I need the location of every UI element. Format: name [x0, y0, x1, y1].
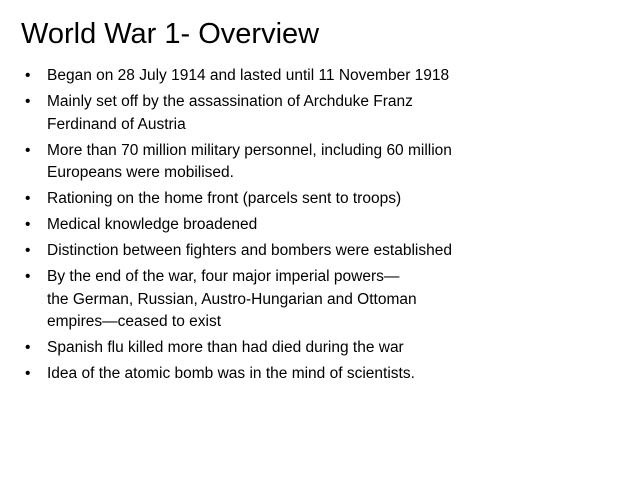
bullet-dot-icon: •	[25, 190, 31, 207]
bullet-text: Medical knowledge broadened	[47, 216, 258, 233]
bullet-item	[20, 214, 620, 237]
bullet-item	[20, 337, 620, 360]
bullet-text: Rationing on the home front (parcels sent to troops)	[47, 190, 402, 207]
bullet-text: Distinction between fighters and bombers were established	[47, 242, 452, 259]
bullet-text: By the end of the war, four major imperial powers— the German, Russian, Austro-Hungarian and Ottoman empires—ceased to exist	[47, 268, 417, 330]
slide-title: World War 1- Overview	[21, 18, 320, 50]
bullet-item	[20, 91, 620, 136]
bullet-dot-icon: •	[25, 268, 31, 285]
bullet-item	[20, 240, 620, 263]
bullet-dot-icon: •	[25, 339, 31, 356]
bullet-item	[20, 266, 620, 334]
bullet-list	[20, 65, 620, 389]
bullet-dot-icon: •	[25, 242, 31, 259]
bullet-dot-icon: •	[25, 365, 31, 382]
bullet-item	[20, 140, 620, 185]
bullet-item	[20, 363, 620, 386]
bullet-dot-icon: •	[25, 93, 31, 110]
bullet-dot-icon: •	[25, 216, 31, 233]
bullet-text: Spanish flu killed more than had died during the war	[47, 339, 404, 356]
bullet-text: Began on 28 July 1914 and lasted until 11 November 1918	[47, 67, 450, 84]
bullet-item	[20, 188, 620, 211]
bullet-text: Mainly set off by the assassination of Archduke Franz Ferdinand of Austria	[47, 93, 413, 133]
bullet-text: Idea of the atomic bomb was in the mind of scientists.	[47, 365, 415, 382]
bullet-item	[20, 65, 620, 88]
bullet-text: More than 70 million military personnel, including 60 million Europeans were mobilised.	[47, 141, 452, 181]
bullet-dot-icon: •	[25, 67, 31, 84]
bullet-dot-icon: •	[25, 141, 31, 159]
